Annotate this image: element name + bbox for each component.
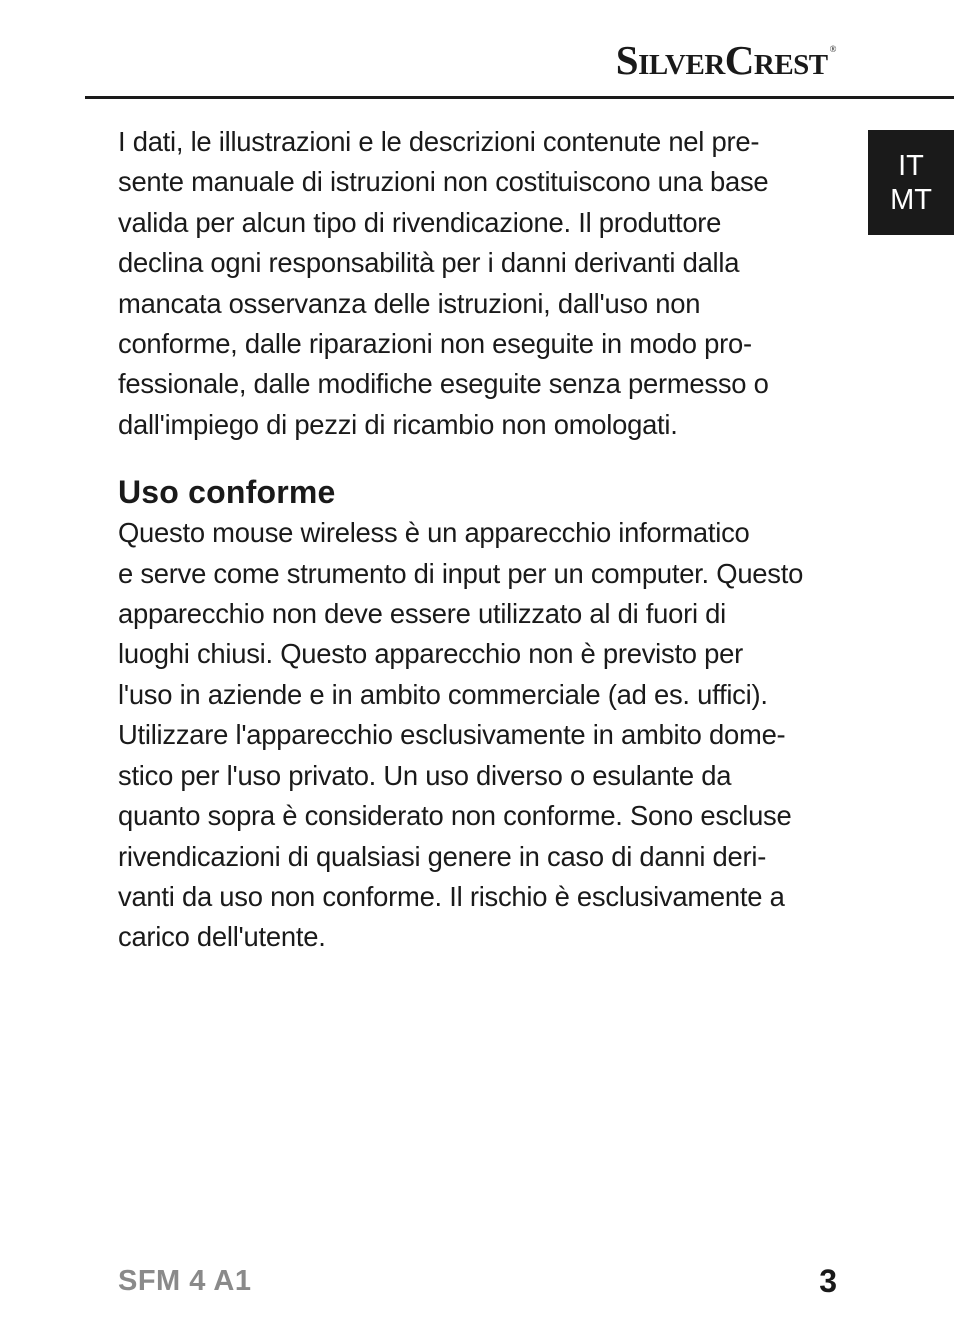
disclaimer-paragraph [118,122,840,445]
text-line: l'uso in aziende e in ambito commerciale (ad es. uffici). [118,678,768,710]
section-title: Uso conforme [118,474,336,511]
text-line: apparecchio non deve essere utilizzato al di fuori di [118,598,726,630]
registered-mark: ® [829,44,836,54]
text-line: fessionale, dalle modifiche eseguite senza permesso o [118,368,769,400]
page-number: 3 [819,1263,837,1299]
text-line: quanto sopra è considerato non conforme. Sono escluse [118,800,792,832]
text-line: mancata osservanza delle istruzioni, dall'uso non [118,287,701,319]
text-line: I dati, le illustrazioni e le descrizioni contenute nel pre- [118,126,760,157]
text-line: Utilizzare l'apparecchio esclusivamente in ambito dome- [118,719,786,751]
page-content [118,122,840,958]
text-line: stico per l'uso privato. Un uso diverso o esulante da [118,759,732,791]
text-line: Questo mouse wireless è un apparecchio informatico [118,517,750,549]
text-line: dall'impiego di pezzi di ricambio non omologati. [118,408,678,440]
language-code-it: IT [898,149,924,182]
text-line: carico dell'utente. [118,921,326,953]
language-tab [868,130,954,235]
header-divider [85,96,954,99]
model-number: SFM 4 A1 [118,1265,252,1297]
brand-name: SilverCrest [615,37,828,83]
text-line: rivendicazioni di qualsiasi genere in caso di danni deri- [118,840,767,872]
text-line: e serve come strumento di input per un computer. Questo [118,557,804,589]
brand-logo [615,37,836,83]
text-line: conforme, dalle riparazioni non eseguite in modo pro- [118,328,752,360]
text-line: luoghi chiusi. Questo apparecchio non è previsto per [118,638,743,670]
intended-use-paragraph [118,513,840,957]
language-code-mt: MT [890,183,932,216]
text-line: declina ogni responsabilità per i danni derivanti dalla [118,247,740,279]
text-line: sente manuale di istruzioni non costituiscono una base [118,166,769,198]
text-line: vanti da uso non conforme. Il rischio è esclusivamente a [118,880,785,912]
text-line: valida per alcun tipo di rivendicazione. Il produttore [118,206,722,238]
